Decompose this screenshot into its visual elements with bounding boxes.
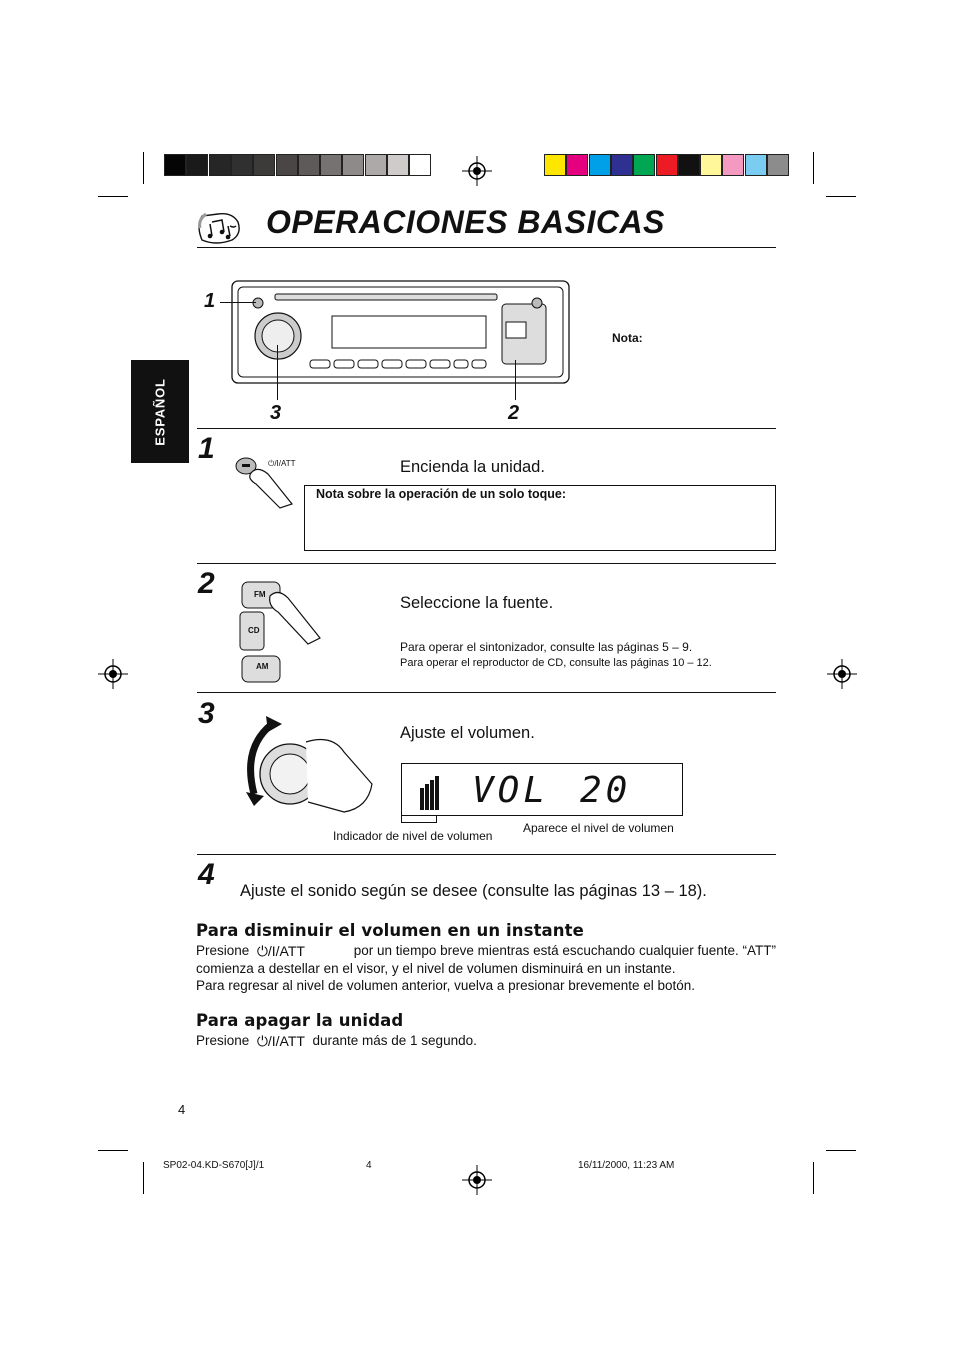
color-swatch (678, 154, 700, 176)
color-swatch (164, 154, 186, 176)
step-2-instruction: Seleccione la fuente. (400, 594, 554, 612)
registration-mark-icon (462, 156, 492, 186)
power-att-button-ref: ⏻/I/ATT (256, 1032, 305, 1049)
callout-line (515, 360, 516, 400)
note-label: Nota: (612, 331, 643, 345)
att-line-1-rest: por un tiempo breve mientras está escuchando cualquier fuente. “ATT” (353, 943, 776, 958)
crop-mark (826, 1150, 856, 1151)
att-line-1 (196, 942, 776, 960)
off-rest-text: durante más de 1 segundo. (312, 1033, 477, 1048)
color-swatch (722, 154, 744, 176)
power-button-label: ⏻/I/ATT (268, 459, 296, 468)
step-number: 2 (198, 567, 215, 600)
color-swatch (745, 154, 767, 176)
color-swatch (253, 154, 275, 176)
step-1-instruction: Encienda la unidad. (400, 458, 545, 476)
divider (197, 247, 776, 248)
off-press-text: Presione (196, 1033, 250, 1048)
volume-level-indicator-icon (418, 770, 442, 812)
footer-page: 4 (366, 1160, 372, 1171)
crop-mark (813, 152, 814, 184)
color-swatch (276, 154, 298, 176)
volume-knob-illustration (236, 712, 376, 830)
music-notes-icon (196, 210, 244, 246)
registration-mark-icon (98, 659, 128, 689)
att-paragraph (196, 942, 776, 994)
crop-mark (143, 1162, 144, 1194)
off-paragraph (196, 1032, 477, 1050)
step-number: 3 (198, 697, 215, 730)
footer-file: SP02-04.KD-S670[J]/1 (163, 1160, 265, 1171)
color-swatch (320, 154, 342, 176)
color-swatch (589, 154, 611, 176)
callout-2: 2 (508, 402, 520, 424)
callout-3: 3 (270, 402, 282, 424)
note-box (304, 485, 776, 551)
color-swatch (387, 154, 409, 176)
appears-label: Aparece el nivel de volumen (523, 821, 674, 835)
callout-line (277, 345, 278, 400)
page-number: 4 (178, 1102, 186, 1117)
language-tab (131, 360, 189, 463)
crop-mark (98, 1150, 128, 1151)
registration-mark-icon (462, 1165, 492, 1195)
page-title: OPERACIONES BASICAS (266, 204, 665, 240)
color-swatch (700, 154, 722, 176)
step-2-line-2: Para operar el reproductor de CD, consulte las páginas 10 – 12. (400, 657, 712, 669)
color-swatch (231, 154, 253, 176)
color-swatch (186, 154, 208, 176)
lcd-vol-text: VOL (472, 770, 550, 811)
crop-mark (813, 1162, 814, 1194)
step-number: 4 (198, 858, 215, 891)
crop-mark (143, 152, 144, 184)
color-swatch (298, 154, 320, 176)
color-swatch (611, 154, 633, 176)
note-box-title: Nota sobre la operación de un solo toque: (316, 487, 567, 501)
power-att-button-ref: ⏻/I/ATT (256, 942, 305, 959)
color-swatch (342, 154, 364, 176)
callout-line (220, 302, 256, 303)
color-swatch (544, 154, 566, 176)
color-swatch (633, 154, 655, 176)
crop-mark (826, 196, 856, 197)
divider (197, 563, 776, 564)
language-tab-label: ESPAÑOL (152, 377, 168, 446)
step-number: 1 (198, 432, 215, 465)
indicator-label: Indicador de nivel de volumen (333, 829, 493, 843)
indicator-bracket (401, 816, 437, 823)
att-press-text: Presione (196, 943, 250, 958)
color-swatch (656, 154, 678, 176)
color-swatch (209, 154, 231, 176)
fm-button-label: FM (254, 590, 266, 599)
cd-button-label: CD (248, 626, 260, 635)
divider (197, 692, 776, 693)
color-swatch (365, 154, 387, 176)
crop-mark (98, 196, 128, 197)
color-swatch (767, 154, 789, 176)
att-heading: Para disminuir el volumen en un instante (196, 921, 584, 940)
color-swatch (566, 154, 588, 176)
color-swatch (409, 154, 431, 176)
off-heading: Para apagar la unidad (196, 1011, 404, 1030)
lcd-volume-value: 20 (580, 770, 632, 811)
att-line-2: comienza a destellar en el visor, y el nivel de volumen disminuirá en un instante. (196, 960, 676, 976)
registration-mark-icon (827, 659, 857, 689)
footer-date: 16/11/2000, 11:23 AM (578, 1160, 675, 1171)
lcd-display (401, 763, 683, 816)
step-4-instruction: Ajuste el sonido según se desee (consulte las páginas 13 – 18). (240, 882, 707, 900)
att-line-3: Para regresar al nivel de volumen anterior, vuelva a presionar brevemente el botón. (196, 977, 696, 993)
divider (197, 428, 776, 429)
step-2-line-1: Para operar el sintonizador, consulte las páginas 5 – 9. (400, 640, 693, 654)
callout-1: 1 (204, 290, 216, 312)
car-stereo-front-panel-illustration (200, 276, 580, 388)
step-3-instruction: Ajuste el volumen. (400, 724, 535, 742)
divider (197, 854, 776, 855)
am-button-label: AM (256, 662, 269, 671)
